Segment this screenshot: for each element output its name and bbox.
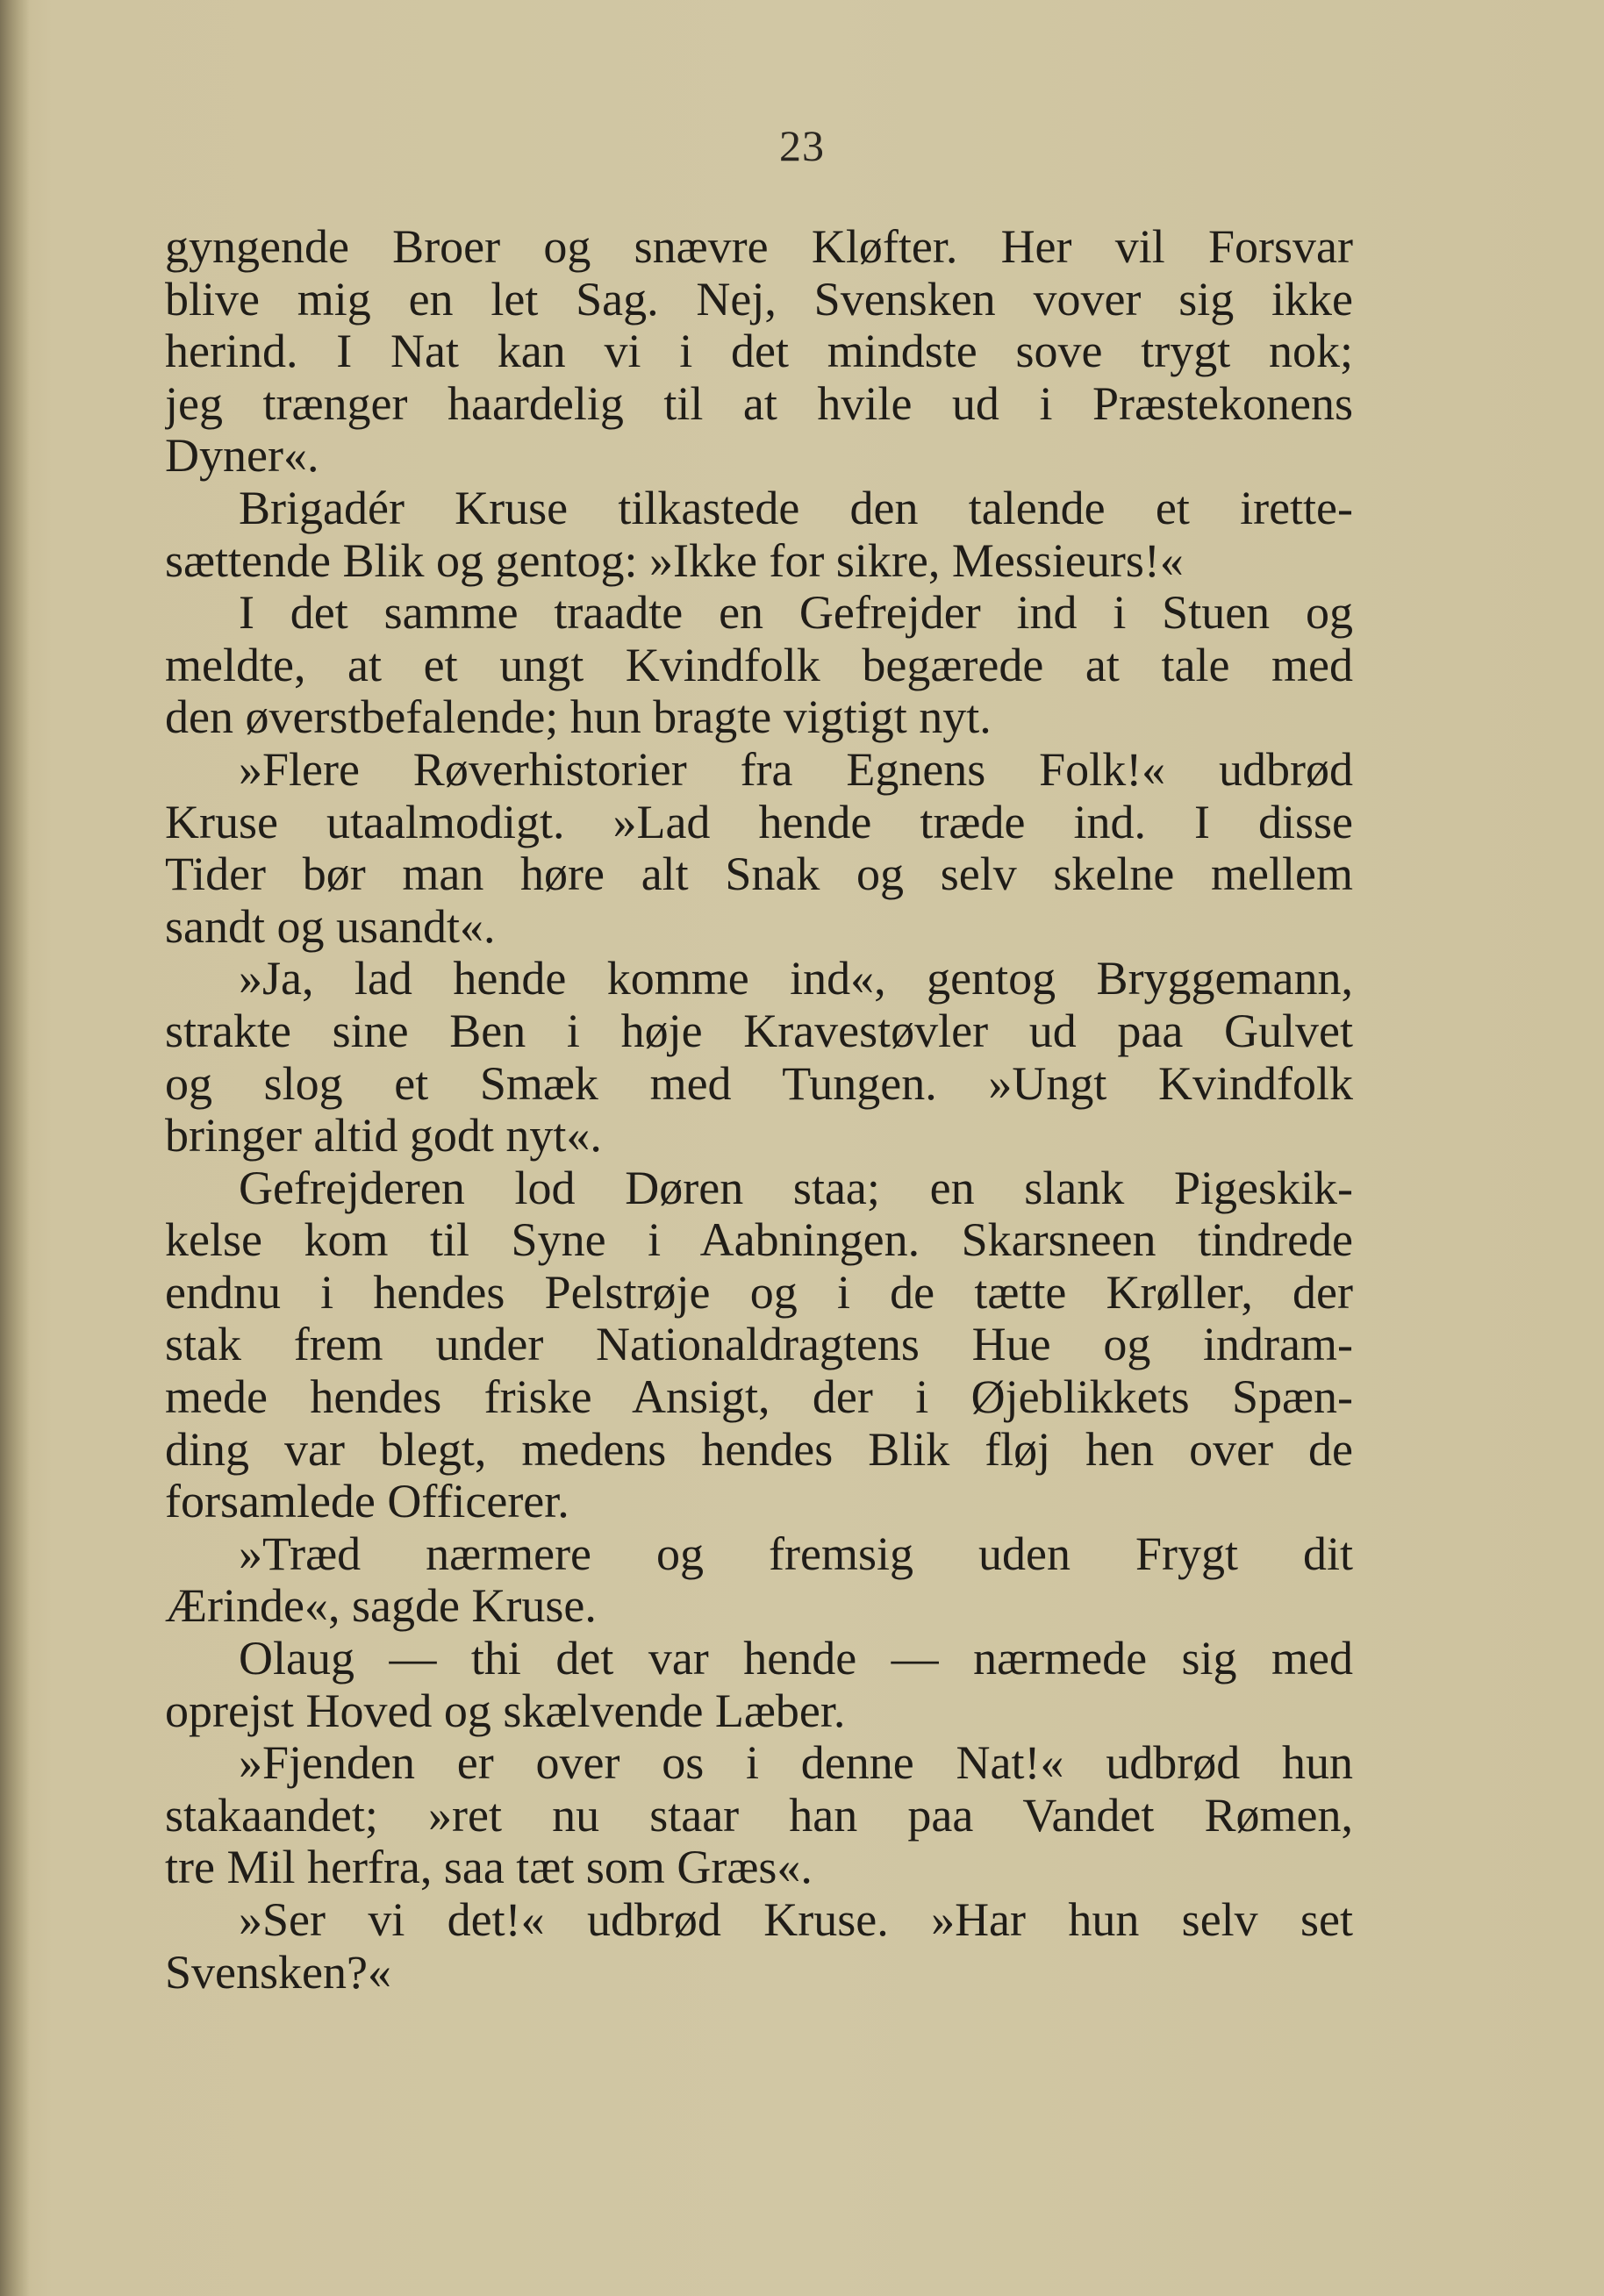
text-line: Brigadér Kruse tilkastede den talende et irette-	[239, 482, 1353, 534]
text-line: »Træd nærmere og fremsig uden Frygt dit	[239, 1527, 1353, 1580]
text-line: Olaug — thi det var hende — nærmede sig med	[239, 1633, 1353, 1685]
text-line: Svensken?«	[165, 1946, 391, 1999]
text-line: jeg trænger haardelig til at hvile ud i Præstekonens	[165, 377, 1353, 430]
text-line: Gefrejderen lod Døren staa; en slank Pigeskik-	[239, 1162, 1353, 1214]
text-line: kelse kom til Syne i Aabningen. Skarsneen tindrede	[165, 1214, 1353, 1267]
page-number: 23	[779, 121, 825, 170]
body-text	[165, 221, 1353, 1999]
text-line: »Ser vi det!« udbrød Kruse. »Har hun selv set	[239, 1894, 1353, 1946]
text-line: »Ja, lad hende komme ind«, gentog Bryggemann,	[239, 953, 1353, 1005]
text-line: ding var blegt, medens hendes Blik fløj hen over de	[165, 1423, 1353, 1476]
text-line: blive mig en let Sag. Nej, Svensken vover sig ikke	[165, 273, 1353, 325]
text-line: sandt og usandt«.	[165, 900, 496, 953]
text-line: mede hendes friske Ansigt, der i Øjeblikkets Spæn-	[165, 1371, 1353, 1424]
text-line: stakaandet; »ret nu staar han paa Vandet Rømen,	[165, 1789, 1353, 1842]
text-line: den øverstbefalende; hun bragte vigtigt nyt.	[165, 691, 992, 744]
text-line: oprejst Hoved og skælvende Læber.	[165, 1684, 846, 1737]
text-line: gyngende Broer og snævre Kløfter. Her vil Forsvar	[165, 221, 1353, 273]
text-line: I det samme traadte en Gefrejder ind i Stuen og	[239, 587, 1353, 640]
text-line: Ærinde«, sagde Kruse.	[165, 1580, 597, 1633]
text-line: »Flere Røverhistorier fra Egnens Folk!« udbrød	[239, 743, 1353, 796]
text-line: forsamlede Officerer.	[165, 1476, 569, 1528]
text-line: Dyner«.	[165, 430, 319, 483]
text-line: sættende Blik og gentog: »Ikke for sikre, Messieurs!«	[165, 534, 1184, 587]
page-binding-edge	[0, 0, 30, 2296]
text-line: strakte sine Ben i høje Kravestøvler ud paa Gulvet	[165, 1005, 1353, 1057]
text-line: bringer altid godt nyt«.	[165, 1110, 602, 1162]
text-line: og slog et Smæk med Tungen. »Ungt Kvindfolk	[165, 1057, 1353, 1110]
text-line: herind. I Nat kan vi i det mindste sove trygt nok;	[165, 325, 1353, 378]
text-line: stak frem under Nationaldragtens Hue og indram-	[165, 1319, 1353, 1371]
text-line: »Fjenden er over os i denne Nat!« udbrød hun	[239, 1737, 1353, 1790]
text-line: tre Mil herfra, saa tæt som Græs«.	[165, 1842, 813, 1894]
text-line: Tider bør man høre alt Snak og selv skelne mellem	[165, 848, 1353, 901]
text-line: endnu i hendes Pelstrøje og i de tætte Krøller, der	[165, 1266, 1353, 1319]
text-line: meldte, at et ungt Kvindfolk begærede at tale med	[165, 639, 1353, 691]
text-line: Kruse utaalmodigt. »Lad hende træde ind. I disse	[165, 796, 1353, 848]
